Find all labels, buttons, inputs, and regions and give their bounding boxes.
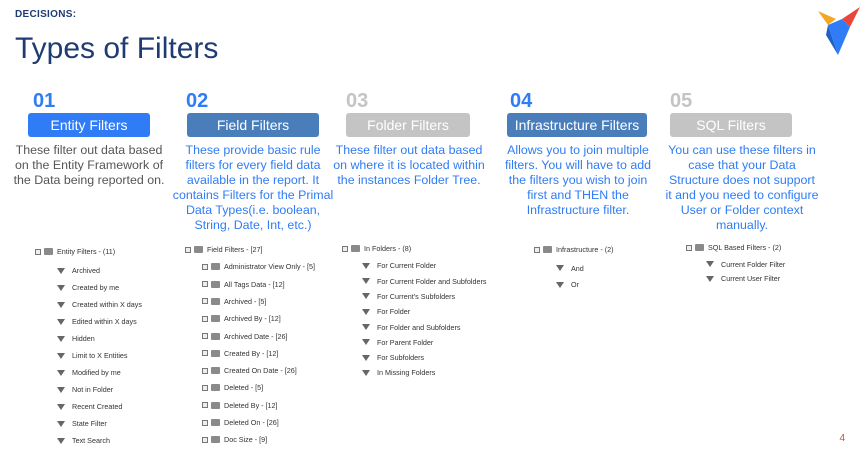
expand-icon[interactable] xyxy=(202,420,208,426)
tree-item-label: For Current's Subfolders xyxy=(377,291,456,301)
folder-icon xyxy=(211,419,220,426)
tree-item[interactable] xyxy=(202,297,266,306)
folder-icon xyxy=(211,333,220,340)
filter-icon xyxy=(362,278,370,284)
tree-item[interactable] xyxy=(202,262,315,271)
brand-logo xyxy=(816,5,862,57)
collapse-icon[interactable] xyxy=(534,247,540,253)
folder-icon xyxy=(695,244,704,251)
tree-item-label: Edited within X days xyxy=(72,317,137,326)
section-3-number: 03 xyxy=(346,90,369,112)
tree-item-label: State Filter xyxy=(72,419,107,428)
filter-icon xyxy=(556,265,564,271)
tree-item[interactable] xyxy=(202,435,267,444)
tree-item[interactable] xyxy=(362,292,455,301)
tree-item-label: For Current Folder and Subfolders xyxy=(377,276,487,286)
folder-icon xyxy=(211,402,220,409)
tree-item-label: Archived xyxy=(72,266,100,275)
tree-item[interactable] xyxy=(57,283,119,292)
tab-field-filters[interactable]: Field Filters xyxy=(187,113,319,137)
filter-icon xyxy=(57,285,65,291)
tree-item[interactable] xyxy=(57,368,121,377)
tree-root[interactable] xyxy=(185,245,263,254)
tree-item-label: Hidden xyxy=(72,334,95,343)
expand-icon[interactable] xyxy=(202,402,208,408)
expand-icon[interactable] xyxy=(202,437,208,443)
tree-item[interactable] xyxy=(202,280,285,289)
filter-icon xyxy=(57,404,65,410)
tree-item-label: Archived - [5] xyxy=(224,296,267,306)
tree-item[interactable] xyxy=(202,418,279,427)
tree-item[interactable] xyxy=(57,385,113,394)
tree-item[interactable] xyxy=(202,314,281,323)
tree-item-label: All Tags Data - [12] xyxy=(224,279,285,289)
collapse-icon[interactable] xyxy=(35,249,41,255)
filter-icon xyxy=(57,387,65,393)
tree-item-label: Administrator View Only - [5] xyxy=(224,262,315,272)
expand-icon[interactable] xyxy=(202,281,208,287)
tree-item-label: Deleted On - [26] xyxy=(224,418,279,427)
tree-item[interactable] xyxy=(706,274,780,283)
section-5-number: 05 xyxy=(670,90,693,112)
tree-item-label: Recent Created xyxy=(72,402,123,411)
filter-icon xyxy=(57,336,65,342)
tree-item[interactable] xyxy=(362,353,424,362)
tree-item-label: Created within X days xyxy=(72,300,142,309)
tree-root[interactable] xyxy=(35,247,115,256)
tree-item[interactable] xyxy=(556,264,584,273)
filter-icon xyxy=(57,353,65,359)
section-2-number: 02 xyxy=(186,90,209,112)
tree-item[interactable] xyxy=(57,436,110,445)
expand-icon[interactable] xyxy=(202,264,208,270)
tab-folder-filters[interactable]: Folder Filters xyxy=(346,113,470,137)
tree-root-label: SQL Based Filters - (2) xyxy=(708,243,782,252)
tab-entity-filters[interactable]: Entity Filters xyxy=(28,113,150,137)
folder-icon xyxy=(211,384,220,391)
section-1-number: 01 xyxy=(33,90,56,112)
tree-item[interactable] xyxy=(706,260,785,269)
folder-icon xyxy=(211,281,220,288)
expand-icon[interactable] xyxy=(202,385,208,391)
tree-item[interactable] xyxy=(57,317,137,326)
filter-icon xyxy=(362,263,370,269)
filter-icon xyxy=(57,302,65,308)
tree-item[interactable] xyxy=(362,323,461,332)
tree-item-label: Text Search xyxy=(72,436,110,445)
filter-icon xyxy=(362,293,370,299)
tree-item[interactable] xyxy=(202,366,297,375)
section-eyebrow: DECISIONS: xyxy=(15,9,77,20)
tree-item[interactable] xyxy=(202,332,288,341)
tree-item-label: Created By - [12] xyxy=(224,348,279,358)
filter-icon xyxy=(362,355,370,361)
filter-icon xyxy=(362,324,370,330)
tree-item-label: And xyxy=(571,263,584,273)
tree-item-label: Limit to X Entities xyxy=(72,351,128,360)
expand-icon[interactable] xyxy=(202,368,208,374)
filter-icon xyxy=(556,282,564,288)
tree-root-label: In Folders - (8) xyxy=(364,244,412,253)
tree-item-label: Deleted By - [12] xyxy=(224,400,278,410)
tree-item[interactable] xyxy=(57,334,95,343)
filter-icon xyxy=(706,261,714,267)
tree-item-label: For Folder and Subfolders xyxy=(377,322,461,332)
tree-item-label: Or xyxy=(571,280,579,289)
filter-icon xyxy=(57,370,65,376)
section-1-description: These filter out data based on the Entity Framework of the Data being reported on. xyxy=(13,143,165,187)
expand-icon[interactable] xyxy=(202,333,208,339)
folder-icon xyxy=(211,436,220,443)
tree-item-label: Created by me xyxy=(72,283,120,292)
filter-icon xyxy=(57,319,65,325)
tree-item[interactable] xyxy=(202,401,278,410)
tree-root-label: Field Filters - [27] xyxy=(207,245,263,254)
tree-item[interactable] xyxy=(57,351,128,360)
folder-icon xyxy=(211,298,220,305)
tree-root[interactable] xyxy=(534,245,614,254)
tree-item-label: Deleted - [5] xyxy=(224,383,264,393)
folder-icon xyxy=(543,246,552,253)
tree-item[interactable] xyxy=(57,300,142,309)
filter-icon xyxy=(57,268,65,274)
collapse-icon[interactable] xyxy=(686,245,692,251)
filter-icon xyxy=(362,309,370,315)
slide-title: Types of Filters xyxy=(15,32,219,65)
collapse-icon[interactable] xyxy=(342,246,348,252)
folder-icon xyxy=(194,246,203,253)
tree-root-label: Infrastructure - (2) xyxy=(556,245,614,254)
folder-icon xyxy=(44,248,53,255)
tree-item-label: Not in Folder xyxy=(72,385,114,394)
expand-icon[interactable] xyxy=(202,316,208,322)
tree-item-label: Doc Size - [9] xyxy=(224,435,268,445)
filter-icon xyxy=(362,370,370,376)
tree-item[interactable] xyxy=(202,349,278,358)
page-number: 4 xyxy=(839,433,845,444)
tree-item[interactable] xyxy=(362,261,436,270)
tree-item[interactable] xyxy=(57,419,107,428)
filter-icon xyxy=(57,438,65,444)
tree-item-label: For Folder xyxy=(377,307,411,317)
expand-icon[interactable] xyxy=(202,350,208,356)
filter-icon xyxy=(706,276,714,282)
filter-icon xyxy=(57,421,65,427)
tree-root[interactable] xyxy=(686,243,781,252)
tree-item[interactable] xyxy=(362,338,433,347)
section-3-description: These filter out data based on where it is located within the instances Folder Tree. xyxy=(333,143,485,187)
tree-item-label: Current User Filter xyxy=(721,274,781,283)
section-2-description: These provide basic rule filters for every field data available in the report. It contains Filters for the Primal Data Types(i.e. boolean, String, Date, Int, etc.) xyxy=(172,143,334,232)
tree-item-label: In Missing Folders xyxy=(377,368,436,378)
tree-item-label: Modified by me xyxy=(72,368,121,377)
section-4-description: Allows you to join multiple filters. You will have to add the filters you wish to join first and THEN the Infrastructure filter. xyxy=(504,143,652,217)
tree-item-label: For Parent Folder xyxy=(377,337,434,347)
tree-item[interactable] xyxy=(57,402,122,411)
folder-icon xyxy=(211,367,220,374)
tree-item-label: Archived By - [12] xyxy=(224,314,281,324)
tree-item-label: Archived Date - [26] xyxy=(224,331,288,341)
tree-item[interactable] xyxy=(362,277,486,286)
tree-item[interactable] xyxy=(202,383,263,392)
tree-item[interactable] xyxy=(362,368,435,377)
tree-item[interactable] xyxy=(362,307,410,316)
tree-item-label: For Current Folder xyxy=(377,261,437,271)
tab-sql-filters[interactable]: SQL Filters xyxy=(670,113,792,137)
tree-item[interactable] xyxy=(556,280,579,289)
tree-item[interactable] xyxy=(57,266,100,275)
expand-icon[interactable] xyxy=(202,298,208,304)
folder-icon xyxy=(211,315,220,322)
section-4-number: 04 xyxy=(510,90,533,112)
tree-item-label: Created On Date - [26] xyxy=(224,366,297,376)
tree-root-label: Entity Filters - (11) xyxy=(57,247,116,256)
folder-icon xyxy=(211,263,220,270)
folder-icon xyxy=(211,350,220,357)
collapse-icon[interactable] xyxy=(185,247,191,253)
tab-infrastructure-filters[interactable]: Infrastructure Filters xyxy=(507,113,647,137)
tree-item-label: Current Folder Filter xyxy=(721,259,786,269)
tree-root[interactable] xyxy=(342,244,411,253)
section-5-description: You can use these filters in case that your Data Structure does not support it and you need to configure User or Folder context manually. xyxy=(665,143,819,232)
filter-icon xyxy=(362,339,370,345)
folder-icon xyxy=(351,245,360,252)
tree-item-label: For Subfolders xyxy=(377,353,425,363)
